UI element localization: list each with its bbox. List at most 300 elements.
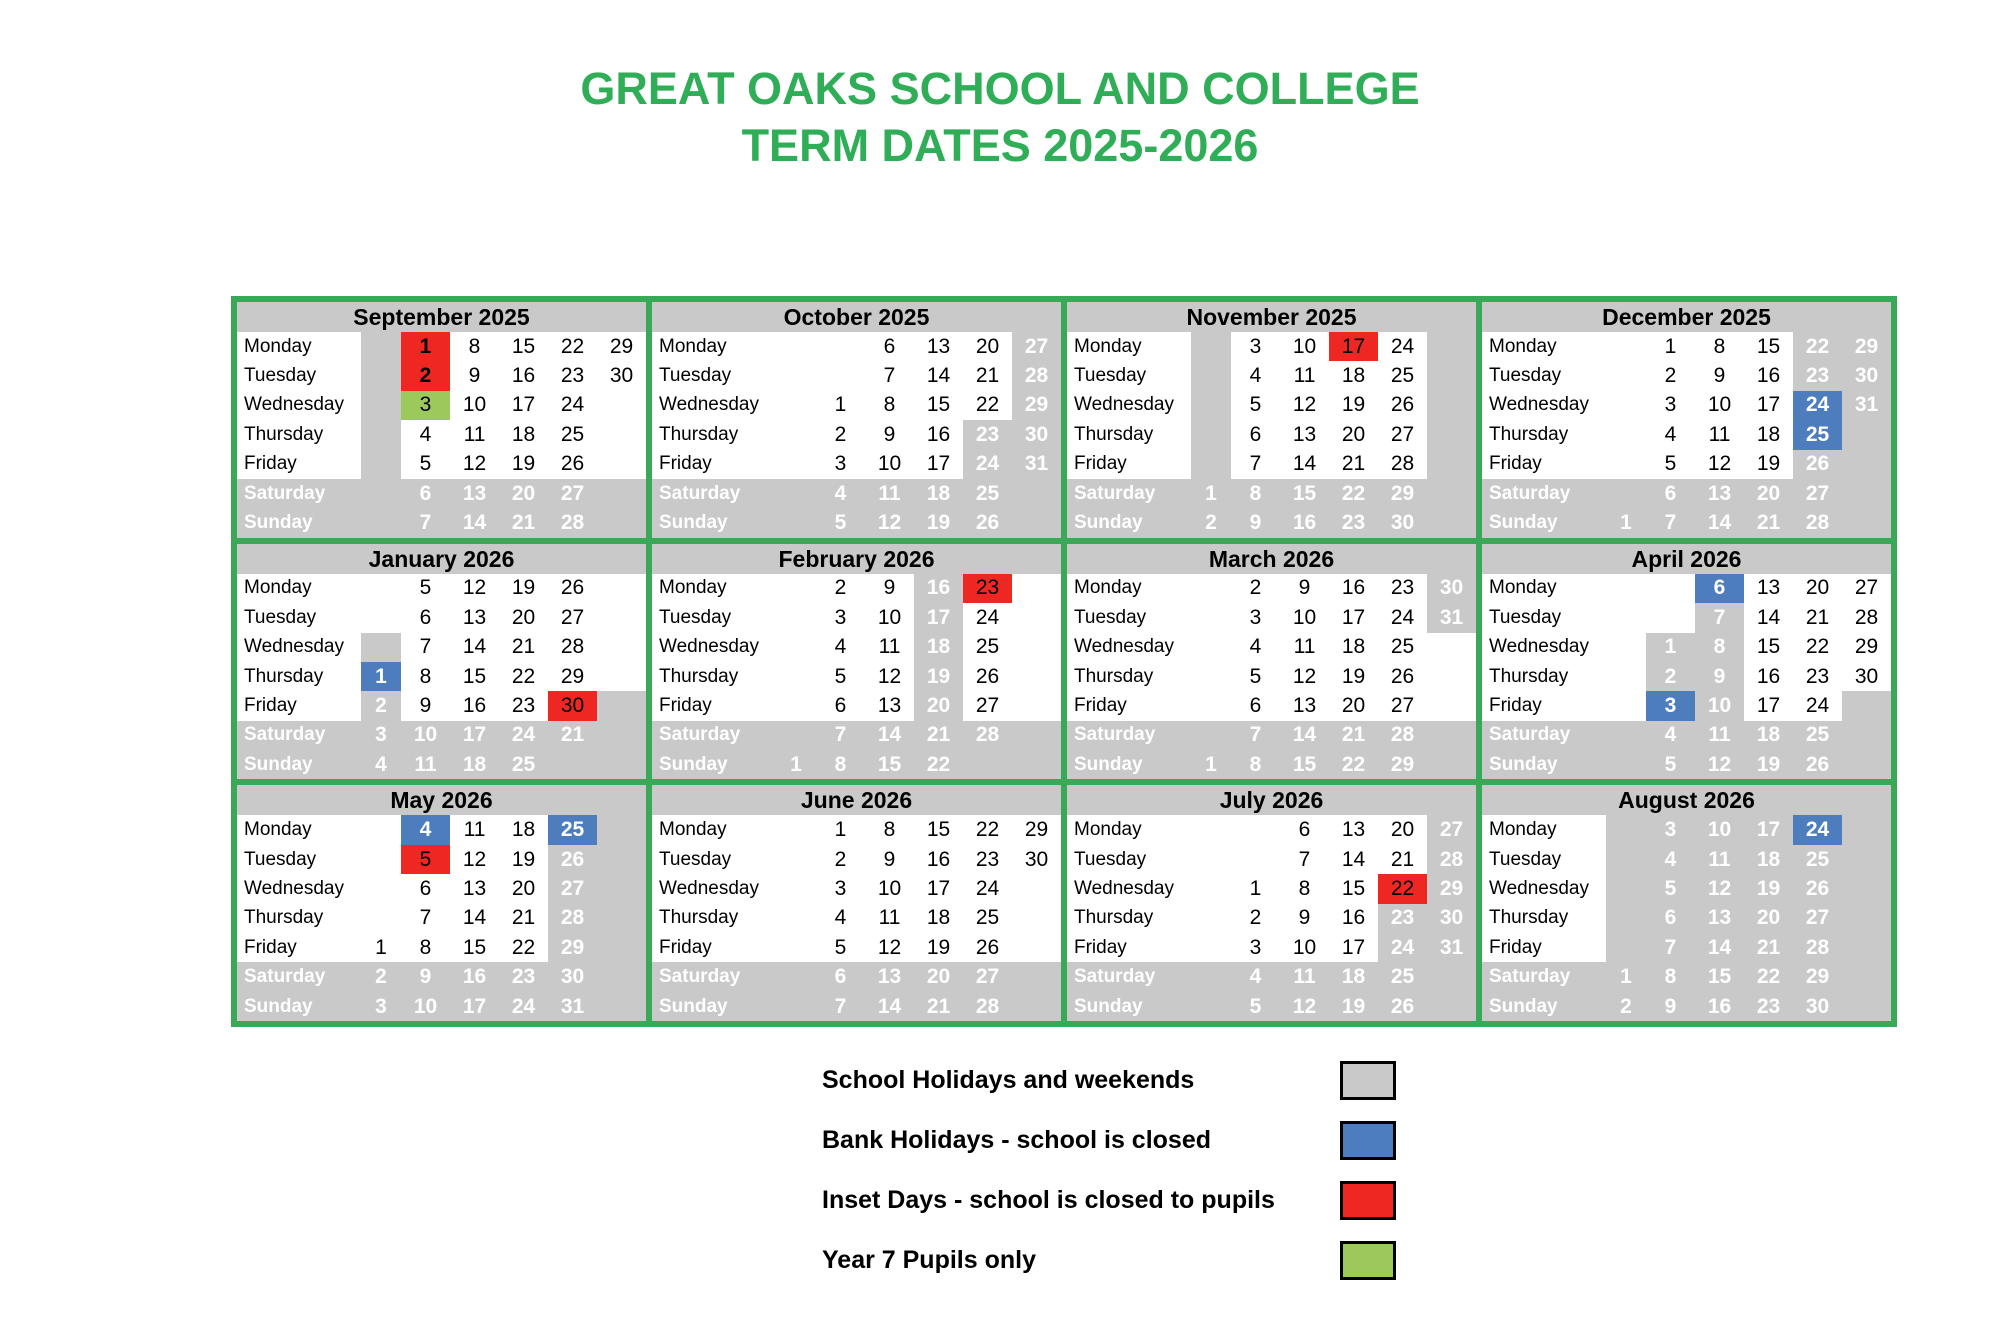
week-row-monday [1482,815,1891,844]
day-cell: 20 [1744,479,1793,508]
empty-cell [1191,391,1231,420]
month-title: September 2025 [237,302,646,332]
day-cell: 13 [1695,904,1744,933]
legend-swatch-inset-day-red [1340,1181,1396,1220]
empty-cell [361,603,401,632]
legend-label: Inset Days - school is closed to pupils [822,1185,1275,1214]
day-cell: 21 [1329,721,1378,750]
week-row-sunday [1067,992,1476,1021]
week-row-friday [1067,450,1476,479]
day-cell: 7 [401,508,450,537]
day-cell: 31 [1427,933,1476,962]
day-cell: 28 [548,633,597,662]
day-cell: 31 [1427,603,1476,632]
day-label: Wednesday [1067,633,1191,662]
day-label: Friday [1482,450,1606,479]
day-cell: 24 [1378,603,1427,632]
day-cell: 25 [1793,420,1842,449]
week-row-sunday [237,508,646,537]
day-cell: 15 [1329,874,1378,903]
day-cell: 25 [499,750,548,779]
day-cell: 17 [499,391,548,420]
day-cell: 11 [865,904,914,933]
day-cell: 5 [816,933,865,962]
empty-cell [1842,992,1891,1021]
empty-cell [597,721,646,750]
day-cell: 1 [1191,479,1231,508]
day-cell: 21 [1378,845,1427,874]
day-label: Thursday [1067,904,1191,933]
day-cell: 19 [914,508,963,537]
day-cell: 11 [865,633,914,662]
week-row-monday [652,332,1061,361]
day-cell: 25 [1793,845,1842,874]
day-cell: 15 [1280,479,1329,508]
day-cell: 5 [1646,450,1695,479]
day-label: Thursday [1067,662,1191,691]
day-cell: 17 [1329,933,1378,962]
empty-cell [1191,603,1231,632]
day-cell: 25 [548,420,597,449]
week-row-friday [652,691,1061,720]
day-cell: 13 [1280,420,1329,449]
day-cell: 2 [816,845,865,874]
week-row-sunday [1482,992,1891,1021]
day-cell: 8 [1695,332,1744,361]
empty-cell [1842,691,1891,720]
day-label: Thursday [1482,662,1606,691]
week-row-thursday [652,662,1061,691]
month-november-2025 [1064,299,1479,541]
day-cell: 23 [499,962,548,991]
day-cell: 14 [1280,450,1329,479]
day-cell: 26 [548,845,597,874]
day-cell: 18 [499,815,548,844]
empty-cell [1842,450,1891,479]
week-row-tuesday [1067,361,1476,390]
day-label: Thursday [237,420,361,449]
day-cell: 22 [914,750,963,779]
day-cell: 7 [1646,933,1695,962]
week-row-saturday [1067,962,1476,991]
day-cell: 16 [1280,508,1329,537]
day-cell: 16 [450,691,499,720]
week-row-thursday [1067,420,1476,449]
empty-cell [1191,904,1231,933]
day-cell: 16 [1329,904,1378,933]
empty-cell [1191,845,1231,874]
week-row-friday [1482,691,1891,720]
day-cell: 24 [1793,691,1842,720]
day-cell: 6 [816,691,865,720]
day-cell: 8 [816,750,865,779]
day-label: Friday [652,933,776,962]
day-cell: 19 [914,933,963,962]
day-cell: 29 [1378,750,1427,779]
empty-cell [1606,933,1646,962]
week-row-wednesday [652,391,1061,420]
day-cell: 28 [1378,450,1427,479]
day-cell: 26 [548,450,597,479]
day-label: Thursday [237,904,361,933]
week-row-sunday [1482,508,1891,537]
day-cell: 10 [865,874,914,903]
day-cell: 26 [1793,450,1842,479]
day-cell: 25 [1378,962,1427,991]
day-cell: 18 [914,904,963,933]
week-row-thursday [652,420,1061,449]
day-cell: 10 [1280,332,1329,361]
day-cell: 6 [865,332,914,361]
day-cell: 17 [914,874,963,903]
empty-cell [1191,450,1231,479]
empty-cell [597,874,646,903]
empty-cell [1427,391,1476,420]
day-label: Tuesday [652,361,776,390]
day-label: Wednesday [652,874,776,903]
week-row-monday [652,574,1061,603]
day-cell: 13 [450,603,499,632]
day-cell: 8 [450,332,499,361]
month-july-2026 [1064,782,1479,1024]
day-cell: 9 [1646,992,1695,1021]
week-row-saturday [652,721,1061,750]
month-title: November 2025 [1067,302,1476,332]
term-dates-calendar-grid [231,296,1897,1027]
day-cell: 23 [963,845,1012,874]
week-row-friday [1067,691,1476,720]
day-cell: 2 [1606,992,1646,1021]
day-cell: 17 [914,450,963,479]
week-row-friday [237,450,646,479]
day-cell: 12 [1695,450,1744,479]
empty-cell [1427,750,1476,779]
day-cell: 24 [963,450,1012,479]
week-row-sunday [237,750,646,779]
day-cell: 12 [865,508,914,537]
day-cell: 24 [499,992,548,1021]
week-row-thursday [1482,662,1891,691]
day-label: Thursday [652,904,776,933]
empty-cell [361,391,401,420]
week-row-monday [652,815,1061,844]
day-cell: 15 [1695,962,1744,991]
day-cell: 7 [401,633,450,662]
day-cell: 9 [1280,574,1329,603]
day-cell: 6 [1231,691,1280,720]
day-cell: 22 [1329,750,1378,779]
day-cell: 12 [1280,662,1329,691]
day-cell: 4 [401,815,450,844]
day-cell: 18 [1329,962,1378,991]
week-row-sunday [1482,750,1891,779]
day-cell: 1 [361,933,401,962]
day-cell: 1 [1646,332,1695,361]
day-label: Monday [652,815,776,844]
day-cell: 7 [816,992,865,1021]
day-cell: 21 [499,633,548,662]
day-cell: 30 [548,691,597,720]
legend-item-bank-holiday-blue [822,1110,1396,1170]
day-cell: 29 [597,332,646,361]
day-cell: 18 [450,750,499,779]
day-cell: 24 [963,874,1012,903]
day-cell: 4 [1231,361,1280,390]
empty-cell [1842,479,1891,508]
day-cell: 4 [1231,633,1280,662]
day-cell: 16 [450,962,499,991]
month-october-2025 [649,299,1064,541]
week-row-saturday [237,479,646,508]
empty-cell [1606,633,1646,662]
day-cell: 12 [1280,391,1329,420]
empty-cell [1606,361,1646,390]
day-cell: 30 [548,962,597,991]
day-label: Tuesday [652,845,776,874]
empty-cell [361,332,401,361]
day-cell: 19 [1329,391,1378,420]
day-cell: 24 [1793,815,1842,844]
day-cell: 21 [963,361,1012,390]
month-title: May 2026 [237,785,646,815]
week-row-wednesday [1067,874,1476,903]
empty-cell [776,508,816,537]
day-label: Tuesday [1067,845,1191,874]
empty-cell [1606,662,1646,691]
day-cell: 23 [1329,508,1378,537]
week-row-thursday [1482,904,1891,933]
week-row-wednesday [1482,633,1891,662]
week-row-monday [1067,332,1476,361]
day-label: Monday [237,332,361,361]
day-cell: 6 [816,962,865,991]
day-cell: 21 [499,508,548,537]
day-label: Monday [1067,574,1191,603]
day-cell: 9 [1695,662,1744,691]
empty-cell [1842,750,1891,779]
day-cell: 20 [1378,815,1427,844]
day-label: Saturday [1067,962,1191,991]
day-cell: 3 [361,992,401,1021]
day-label: Saturday [1067,479,1191,508]
day-cell: 6 [1646,479,1695,508]
day-cell: 28 [1012,361,1061,390]
day-cell: 5 [401,845,450,874]
day-cell: 30 [1793,992,1842,1021]
day-cell: 2 [1646,662,1695,691]
day-cell: 29 [1793,962,1842,991]
day-cell: 13 [1329,815,1378,844]
day-cell: 29 [548,933,597,962]
week-row-friday [652,450,1061,479]
week-row-saturday [1067,721,1476,750]
empty-cell [361,845,401,874]
empty-cell [361,479,401,508]
day-cell: 19 [1744,874,1793,903]
day-cell: 3 [816,874,865,903]
empty-cell [597,992,646,1021]
day-cell: 11 [1695,845,1744,874]
day-label: Sunday [237,992,361,1021]
day-cell: 21 [914,992,963,1021]
week-row-wednesday [652,874,1061,903]
empty-cell [597,420,646,449]
empty-cell [1012,962,1061,991]
day-cell: 20 [499,603,548,632]
empty-cell [1012,874,1061,903]
day-cell: 11 [1695,721,1744,750]
week-row-wednesday [1482,874,1891,903]
day-cell: 13 [450,479,499,508]
empty-cell [776,874,816,903]
empty-cell [597,479,646,508]
empty-cell [1606,450,1646,479]
day-cell: 12 [1280,992,1329,1021]
week-row-monday [1067,574,1476,603]
day-cell: 8 [401,662,450,691]
day-label: Monday [1482,574,1606,603]
empty-cell [1191,962,1231,991]
day-cell: 19 [499,450,548,479]
day-label: Friday [1067,933,1191,962]
day-cell: 3 [361,721,401,750]
day-cell: 11 [450,420,499,449]
week-row-monday [237,332,646,361]
week-row-friday [652,933,1061,962]
day-cell: 5 [816,662,865,691]
day-cell: 2 [401,361,450,390]
empty-cell [1191,933,1231,962]
day-label: Wednesday [652,391,776,420]
day-cell: 26 [1378,992,1427,1021]
week-row-saturday [237,721,646,750]
day-label: Wednesday [1482,633,1606,662]
empty-cell [776,933,816,962]
day-label: Tuesday [237,361,361,390]
day-cell: 8 [401,933,450,962]
day-cell: 9 [1280,904,1329,933]
day-label: Friday [1067,691,1191,720]
empty-cell [776,574,816,603]
empty-cell [1646,574,1695,603]
day-cell: 28 [1378,721,1427,750]
week-row-thursday [652,904,1061,933]
day-cell: 22 [499,662,548,691]
day-cell: 21 [1744,933,1793,962]
day-cell: 17 [914,603,963,632]
day-cell: 2 [361,962,401,991]
day-cell: 1 [1191,750,1231,779]
day-cell: 27 [1378,691,1427,720]
day-cell: 19 [1744,750,1793,779]
month-title: June 2026 [652,785,1061,815]
day-cell: 30 [597,361,646,390]
day-cell: 27 [1793,904,1842,933]
empty-cell [1012,662,1061,691]
legend [822,1050,1396,1290]
day-cell: 3 [1231,332,1280,361]
empty-cell [1191,420,1231,449]
empty-cell [1427,332,1476,361]
day-cell: 17 [1744,691,1793,720]
day-cell: 1 [361,662,401,691]
day-cell: 1 [1606,962,1646,991]
week-row-wednesday [237,874,646,903]
day-cell: 3 [1646,391,1695,420]
day-cell: 30 [1012,420,1061,449]
day-cell: 14 [450,508,499,537]
day-label: Tuesday [1067,603,1191,632]
empty-cell [1842,815,1891,844]
day-cell: 19 [914,662,963,691]
day-cell: 31 [1842,391,1891,420]
day-cell: 8 [1231,750,1280,779]
month-title: August 2026 [1482,785,1891,815]
day-cell: 14 [1280,721,1329,750]
empty-cell [597,633,646,662]
day-cell: 27 [1378,420,1427,449]
empty-cell [361,874,401,903]
week-row-thursday [237,420,646,449]
empty-cell [597,662,646,691]
day-label: Sunday [652,992,776,1021]
empty-cell [1012,992,1061,1021]
day-cell: 5 [1231,662,1280,691]
day-cell: 10 [1695,391,1744,420]
day-cell: 3 [816,603,865,632]
empty-cell [597,933,646,962]
day-cell: 28 [963,721,1012,750]
day-cell: 17 [450,721,499,750]
empty-cell [1606,574,1646,603]
day-cell: 14 [914,361,963,390]
week-row-tuesday [1482,845,1891,874]
day-cell: 3 [816,450,865,479]
day-cell: 28 [963,992,1012,1021]
empty-cell [1191,815,1231,844]
day-cell: 20 [963,332,1012,361]
empty-cell [361,361,401,390]
day-cell: 26 [548,574,597,603]
day-cell: 6 [401,874,450,903]
day-cell: 11 [1280,361,1329,390]
empty-cell [361,904,401,933]
day-cell: 15 [865,750,914,779]
month-title: March 2026 [1067,544,1476,574]
day-cell: 20 [1793,574,1842,603]
day-cell: 30 [1842,361,1891,390]
empty-cell [1191,691,1231,720]
day-cell: 22 [548,332,597,361]
day-cell: 21 [1793,603,1842,632]
day-cell: 5 [1646,874,1695,903]
week-row-saturday [652,962,1061,991]
day-label: Saturday [1482,721,1606,750]
empty-cell [776,992,816,1021]
empty-cell [1191,633,1231,662]
empty-cell [1012,933,1061,962]
day-cell: 23 [1378,574,1427,603]
day-cell: 29 [548,662,597,691]
empty-cell [548,750,597,779]
empty-cell [1646,603,1695,632]
day-cell: 7 [401,904,450,933]
week-row-sunday [1067,750,1476,779]
day-cell: 10 [450,391,499,420]
day-cell: 11 [1280,962,1329,991]
day-cell: 11 [1280,633,1329,662]
day-cell: 24 [1378,933,1427,962]
